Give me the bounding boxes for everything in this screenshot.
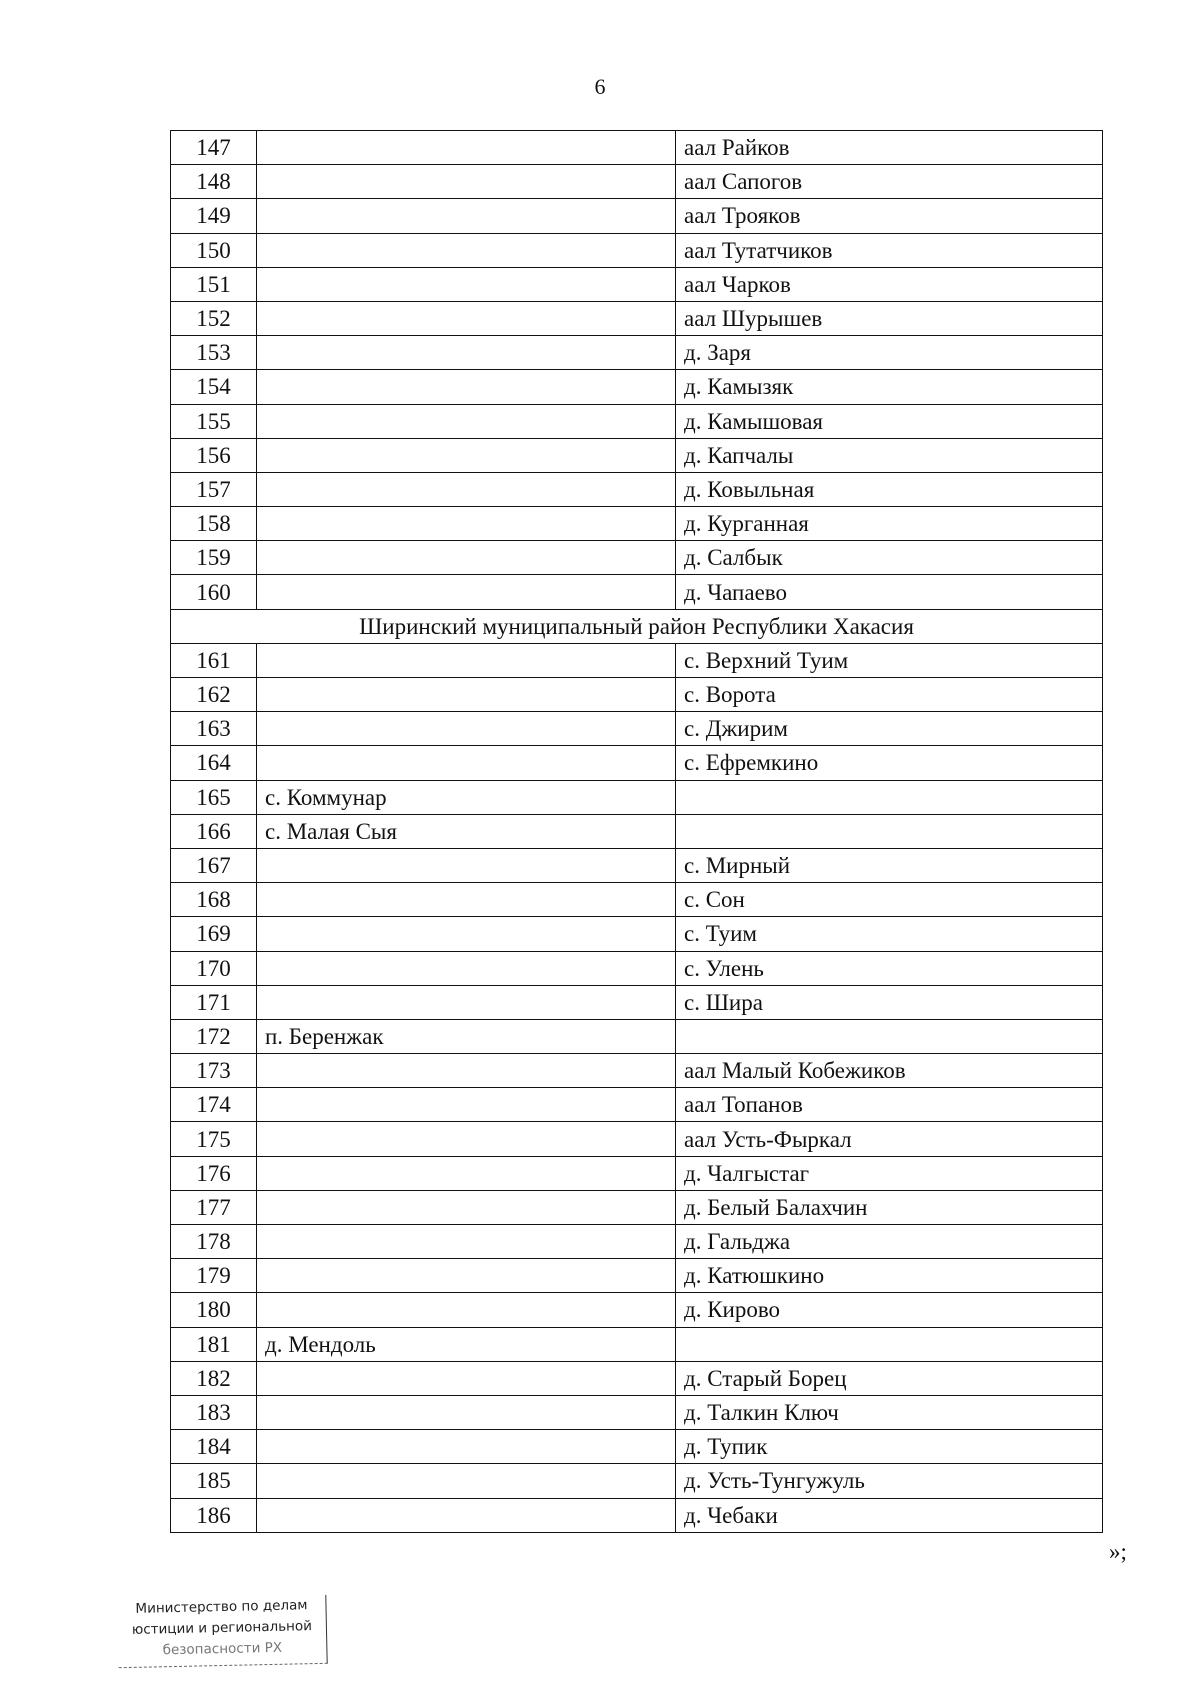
row-number-cell: 150 [171, 233, 257, 267]
settlement-cell-col3: д. Старый Борец [676, 1361, 1103, 1395]
table-row [171, 267, 1103, 301]
settlement-cell-col2 [257, 199, 676, 233]
settlement-cell-col3: д. Чебаки [676, 1498, 1103, 1532]
table-row [171, 1327, 1103, 1361]
table-row [171, 165, 1103, 199]
table-row [171, 1190, 1103, 1224]
settlement-cell-col3: д. Кирово [676, 1293, 1103, 1327]
settlement-cell-col3: д. Камышовая [676, 404, 1103, 438]
table-row [171, 1156, 1103, 1190]
settlement-cell-col2 [257, 985, 676, 1019]
settlement-cell-col2 [257, 1293, 676, 1327]
settlement-cell-col2 [257, 1190, 676, 1224]
row-number-cell: 161 [171, 643, 257, 677]
settlement-cell-col2 [257, 1259, 676, 1293]
settlement-cell-col3: с. Ворота [676, 678, 1103, 712]
row-number-cell: 167 [171, 848, 257, 882]
row-number-cell: 151 [171, 267, 257, 301]
table-row [171, 199, 1103, 233]
settlement-cell-col3: с. Верхний Туим [676, 643, 1103, 677]
settlement-cell-col2 [257, 917, 676, 951]
row-number-cell: 164 [171, 746, 257, 780]
row-number-cell: 165 [171, 780, 257, 814]
settlement-cell-col3: с. Джирим [676, 712, 1103, 746]
settlement-cell-col2 [257, 643, 676, 677]
settlement-cell-col2 [257, 1498, 676, 1532]
table-row [171, 438, 1103, 472]
stamp-line: Министерство по делам [135, 1597, 308, 1617]
settlement-cell-col3 [676, 1019, 1103, 1053]
row-number-cell: 182 [171, 1361, 257, 1395]
section-title: Ширинский муниципальный район Республики Хакасия [171, 609, 1103, 643]
settlement-cell-col3: аал Трояков [676, 199, 1103, 233]
settlement-cell-col2 [257, 301, 676, 335]
settlement-cell-col2 [257, 541, 676, 575]
settlement-cell-col2: п. Беренжак [257, 1019, 676, 1053]
settlement-cell-col2 [257, 1122, 676, 1156]
table-row [171, 233, 1103, 267]
row-number-cell: 156 [171, 438, 257, 472]
settlement-cell-col2 [257, 438, 676, 472]
ministry-stamp [117, 1595, 327, 1668]
row-number-cell: 153 [171, 336, 257, 370]
settlement-cell-col3: аал Райков [676, 131, 1103, 165]
table-row [171, 780, 1103, 814]
row-number-cell: 160 [171, 575, 257, 609]
settlement-cell-col3: аал Топанов [676, 1088, 1103, 1122]
settlement-cell-col2 [257, 1361, 676, 1395]
settlement-cell-col3: с. Мирный [676, 848, 1103, 882]
row-number-cell: 163 [171, 712, 257, 746]
settlement-cell-col3: аал Сапогов [676, 165, 1103, 199]
settlement-cell-col2 [257, 165, 676, 199]
settlement-cell-col3: д. Усть-Тунгужуль [676, 1464, 1103, 1498]
row-number-cell: 180 [171, 1293, 257, 1327]
table-row [171, 1225, 1103, 1259]
table-row [171, 1259, 1103, 1293]
settlement-cell-col3: д. Капчалы [676, 438, 1103, 472]
settlement-cell-col3: аал Усть-Фыркал [676, 1122, 1103, 1156]
settlement-cell-col2 [257, 472, 676, 506]
settlement-cell-col2 [257, 1054, 676, 1088]
table-row [171, 1395, 1103, 1429]
row-number-cell: 154 [171, 370, 257, 404]
settlement-cell-col2 [257, 404, 676, 438]
settlement-cell-col2 [257, 1156, 676, 1190]
table-row [171, 541, 1103, 575]
stamp-line: безопасности РХ [162, 1639, 283, 1659]
row-number-cell: 179 [171, 1259, 257, 1293]
row-number-cell: 157 [171, 472, 257, 506]
row-number-cell: 172 [171, 1019, 257, 1053]
row-number-cell: 178 [171, 1225, 257, 1259]
settlement-cell-col3: аал Шурышев [676, 301, 1103, 335]
page-number: 6 [594, 74, 606, 99]
row-number-cell: 149 [171, 199, 257, 233]
settlement-cell-col3: с. Шира [676, 985, 1103, 1019]
stamp-line: юстиции и региональной [131, 1618, 313, 1638]
settlement-cell-col3: д. Салбык [676, 541, 1103, 575]
row-number-cell: 148 [171, 165, 257, 199]
settlement-cell-col3: д. Катюшкино [676, 1259, 1103, 1293]
table-row [171, 336, 1103, 370]
row-number-cell: 185 [171, 1464, 257, 1498]
settlement-cell-col2 [257, 1225, 676, 1259]
settlement-cell-col2: с. Малая Сыя [257, 814, 676, 848]
settlement-cell-col2 [257, 746, 676, 780]
row-number-cell: 166 [171, 814, 257, 848]
settlement-cell-col3: д. Тупик [676, 1430, 1103, 1464]
section-header-row [171, 609, 1103, 643]
table-row [171, 643, 1103, 677]
row-number-cell: 174 [171, 1088, 257, 1122]
table-row [171, 814, 1103, 848]
table-row [171, 1054, 1103, 1088]
settlement-cell-col2 [257, 507, 676, 541]
row-number-cell: 181 [171, 1327, 257, 1361]
settlement-cell-col2 [257, 1430, 676, 1464]
settlement-cell-col2 [257, 131, 676, 165]
settlement-cell-col3 [676, 780, 1103, 814]
row-number-cell: 186 [171, 1498, 257, 1532]
row-number-cell: 155 [171, 404, 257, 438]
row-number-cell: 175 [171, 1122, 257, 1156]
table-row [171, 917, 1103, 951]
settlement-cell-col3: аал Чарков [676, 267, 1103, 301]
table-row [171, 1122, 1103, 1156]
settlement-cell-col3: д. Талкин Ключ [676, 1395, 1103, 1429]
row-number-cell: 176 [171, 1156, 257, 1190]
table-row [171, 678, 1103, 712]
row-number-cell: 173 [171, 1054, 257, 1088]
row-number-cell: 177 [171, 1190, 257, 1224]
settlement-cell-col3: д. Камызяк [676, 370, 1103, 404]
row-number-cell: 184 [171, 1430, 257, 1464]
settlement-cell-col3: с. Ефремкино [676, 746, 1103, 780]
settlement-cell-col2: д. Мендоль [257, 1327, 676, 1361]
row-number-cell: 147 [171, 131, 257, 165]
table-row [171, 131, 1103, 165]
settlement-cell-col2 [257, 233, 676, 267]
settlement-cell-col3 [676, 1327, 1103, 1361]
table-row [171, 883, 1103, 917]
settlement-cell-col3: с. Сон [676, 883, 1103, 917]
row-number-cell: 183 [171, 1395, 257, 1429]
settlement-cell-col2 [257, 1088, 676, 1122]
settlement-cell-col3: д. Чалгыстаг [676, 1156, 1103, 1190]
row-number-cell: 158 [171, 507, 257, 541]
settlement-cell-col2 [257, 883, 676, 917]
table-row [171, 746, 1103, 780]
row-number-cell: 159 [171, 541, 257, 575]
settlement-cell-col2 [257, 951, 676, 985]
row-number-cell: 162 [171, 678, 257, 712]
settlement-cell-col2 [257, 1464, 676, 1498]
settlements-table [170, 130, 1103, 1533]
table-row [171, 472, 1103, 506]
table-row [171, 1430, 1103, 1464]
table-row [171, 1498, 1103, 1532]
settlement-cell-col3: д. Гальджа [676, 1225, 1103, 1259]
settlement-cell-col3: д. Чапаево [676, 575, 1103, 609]
settlement-cell-col3: аал Тутатчиков [676, 233, 1103, 267]
settlement-cell-col2 [257, 678, 676, 712]
table-row [171, 1293, 1103, 1327]
table-row [171, 301, 1103, 335]
settlement-cell-col2 [257, 575, 676, 609]
table-row [171, 712, 1103, 746]
settlement-cell-col3: д. Курганная [676, 507, 1103, 541]
table-row [171, 1464, 1103, 1498]
settlement-cell-col3: аал Малый Кобежиков [676, 1054, 1103, 1088]
settlement-cell-col2 [257, 267, 676, 301]
row-number-cell: 152 [171, 301, 257, 335]
settlement-cell-col2 [257, 336, 676, 370]
row-number-cell: 171 [171, 985, 257, 1019]
settlement-cell-col2: с. Коммунар [257, 780, 676, 814]
table-row [171, 951, 1103, 985]
table-row [171, 848, 1103, 882]
row-number-cell: 170 [171, 951, 257, 985]
table-row [171, 404, 1103, 438]
settlement-cell-col3: с. Туим [676, 917, 1103, 951]
settlement-cell-col3: д. Заря [676, 336, 1103, 370]
settlement-cell-col3: д. Белый Балахчин [676, 1190, 1103, 1224]
settlement-cell-col3 [676, 814, 1103, 848]
table-row [171, 507, 1103, 541]
table-body [171, 131, 1103, 1533]
table-row [171, 1361, 1103, 1395]
table-row [171, 1088, 1103, 1122]
table-row [171, 985, 1103, 1019]
row-number-cell: 169 [171, 917, 257, 951]
row-number-cell: 168 [171, 883, 257, 917]
settlement-cell-col3: д. Ковыльная [676, 472, 1103, 506]
closing-quote-mark: »; [1109, 1539, 1127, 1564]
table-row [171, 1019, 1103, 1053]
settlement-cell-col2 [257, 848, 676, 882]
settlement-cell-col2 [257, 712, 676, 746]
settlement-cell-col2 [257, 1395, 676, 1429]
table-row [171, 575, 1103, 609]
table-row [171, 370, 1103, 404]
settlement-cell-col3: с. Улень [676, 951, 1103, 985]
settlement-cell-col2 [257, 370, 676, 404]
